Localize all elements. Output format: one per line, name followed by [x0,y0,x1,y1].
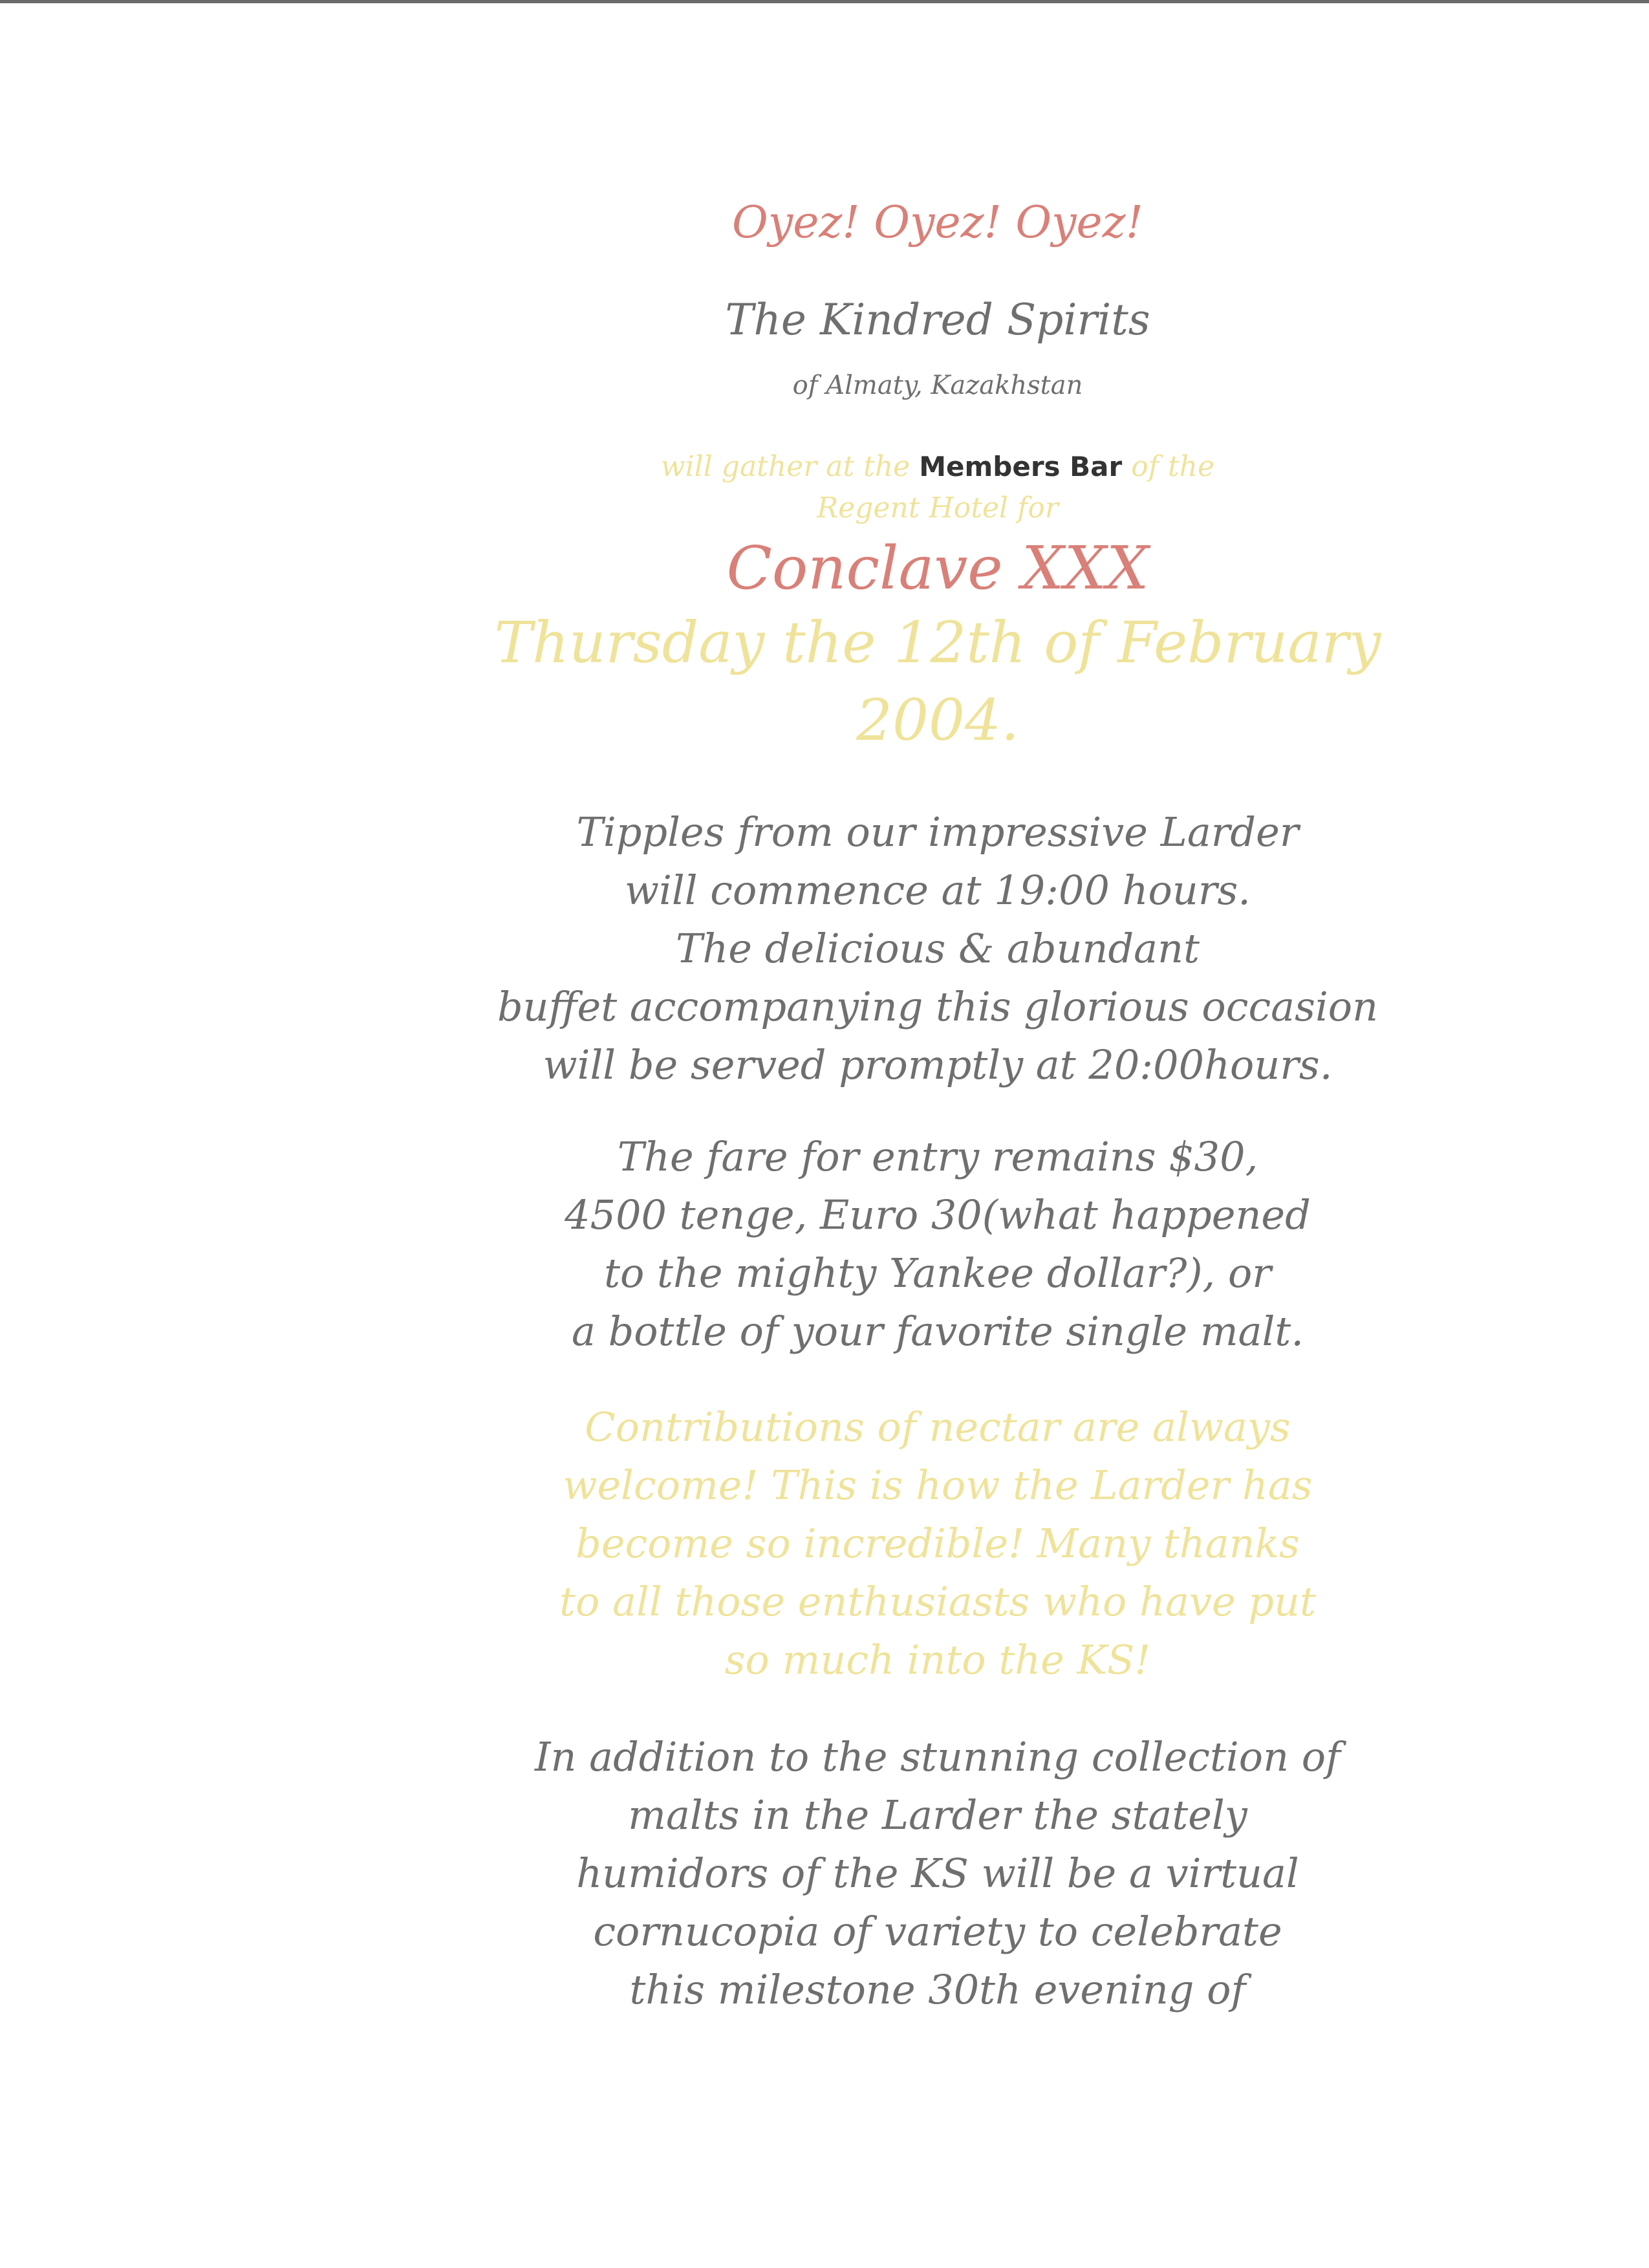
schedule-paragraph [440,803,1436,1094]
paragraph-line: will commence at 19:00 hours. [625,867,1251,914]
paragraph-line: a bottle of your favorite single malt. [571,1308,1304,1355]
paragraph-line: welcome! This is how the Larder has [563,1462,1313,1509]
paragraph-line: In addition to the stunning collection of [535,1733,1341,1780]
club-location [440,366,1436,405]
event-date-line-2: 2004. [856,687,1019,753]
gathering-announcement [440,446,1436,529]
paragraph-line: so much into the KS! [724,1636,1151,1683]
paragraph-line: to all those enthusiasts who have put [559,1578,1316,1625]
paragraph-line: become so incredible! Many thanks [576,1520,1300,1567]
event-name [440,533,1436,604]
paragraph-line: to the mighty Yankee dollar?), or [604,1249,1271,1297]
paragraph-line: malts in the Larder the stately [628,1791,1247,1839]
paragraph-line: humidors of the KS will be a virtual [576,1850,1299,1897]
gathering-pre: will gather at the [660,450,911,483]
gathering-line-1 [440,446,1436,488]
paragraph-line: 4500 tenge, Euro 30(what happened [565,1191,1311,1238]
oyez-heading [440,194,1436,252]
gathering-line-2: Regent Hotel for [817,491,1059,524]
club-location-text: of Almaty, Kazakhstan [792,371,1083,400]
paragraph-line: this milestone 30th evening of [629,1966,1246,2013]
humidors-paragraph [440,1728,1436,2019]
scan-edge [0,0,1649,3]
club-title-text: The Kindred Spirits [725,295,1150,345]
paragraph-line: The fare for entry remains $30, [617,1133,1258,1180]
paragraph-line: Contributions of nectar are always [585,1403,1291,1451]
paragraph-line: The delicious & abundant [676,925,1200,972]
paragraph-line: cornucopia of variety to celebrate [593,1908,1282,1955]
paragraph-line: buffet accompanying this glorious occasion [497,983,1379,1030]
club-title [440,291,1436,349]
fare-paragraph [440,1128,1436,1361]
venue-name: Members Bar [919,451,1123,482]
contributions-paragraph [440,1398,1436,1689]
gathering-post: of the [1131,450,1215,483]
event-date-line-1: Thursday the 12th of February [494,609,1381,676]
event-name-text: Conclave XXX [726,534,1149,603]
paragraph-line: Tipples from our impressive Larder [576,808,1299,856]
event-date [440,604,1436,759]
paragraph-line: will be served promptly at 20:00hours. [543,1041,1333,1088]
oyez-text: Oyez! Oyez! Oyez! [732,197,1143,248]
invitation-page [440,194,1436,2019]
